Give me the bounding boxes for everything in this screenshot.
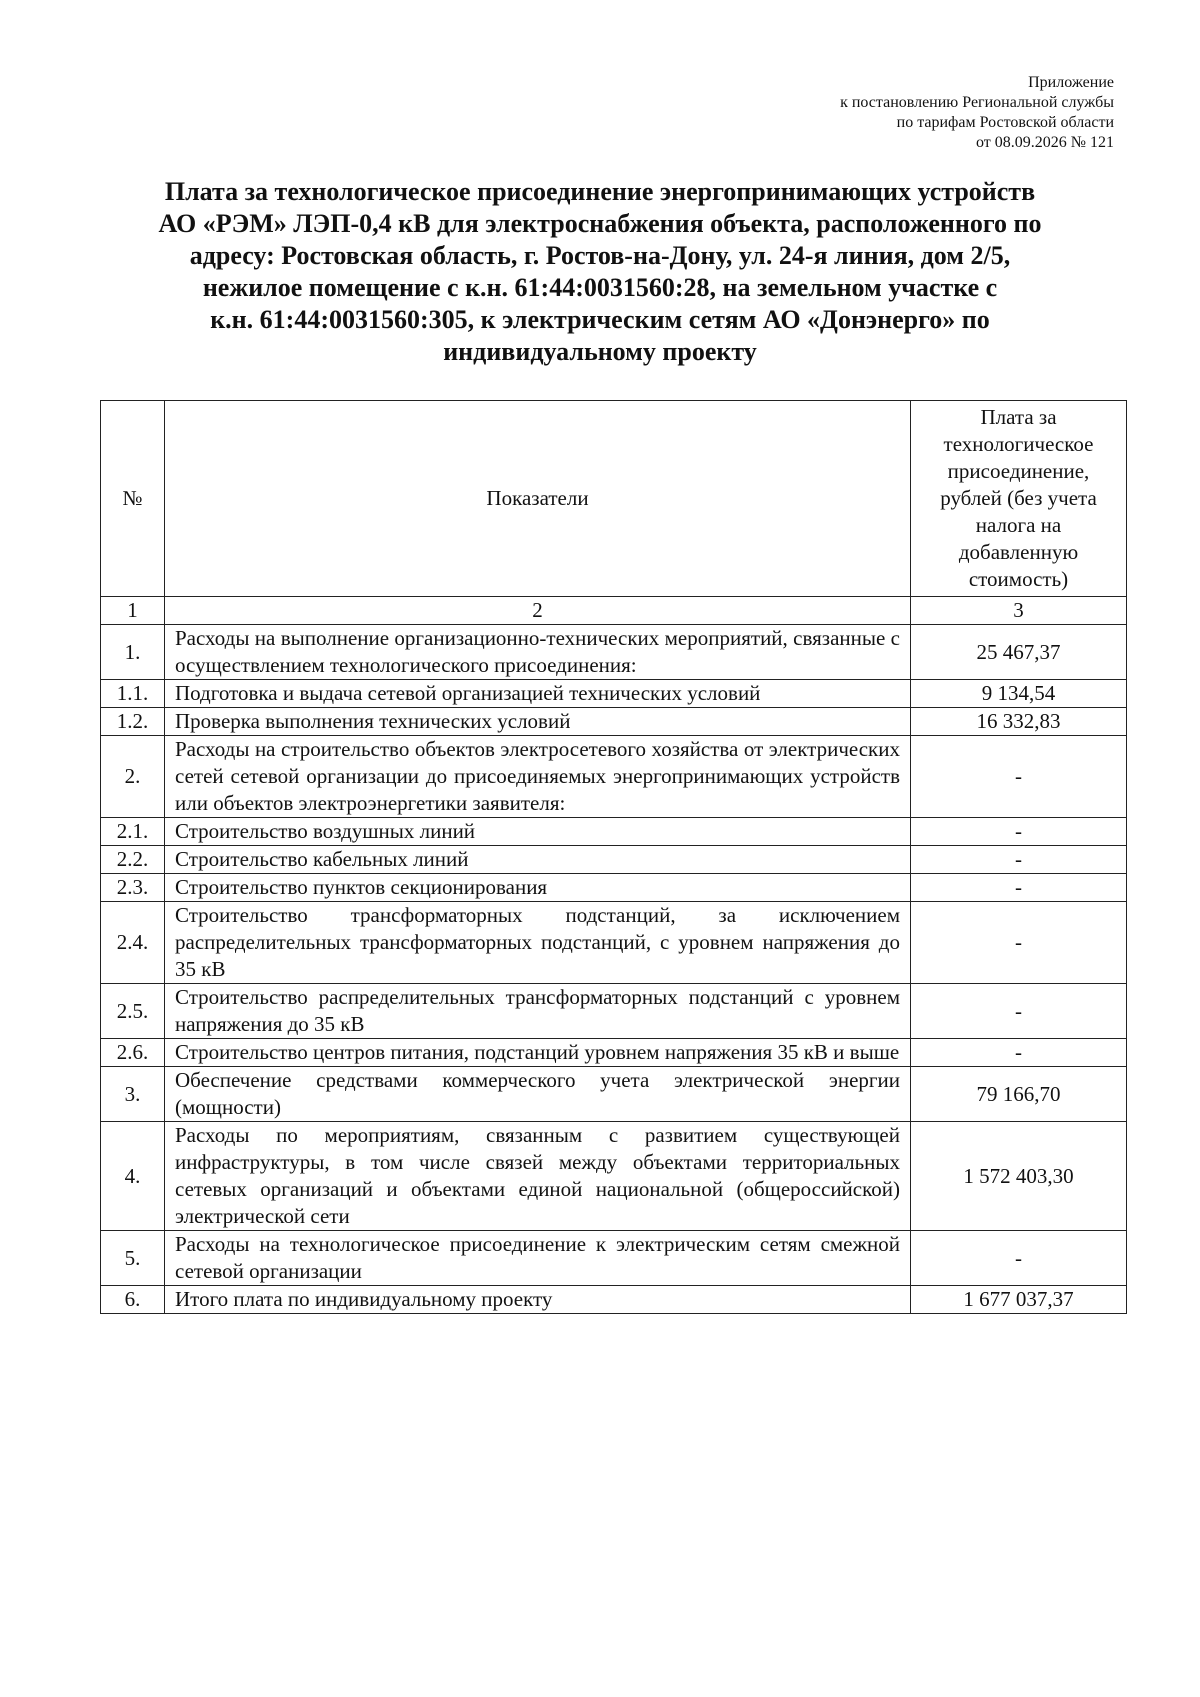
row-indicator: Расходы на технологическое присоединение к электрическим сетям смежной сетевой организации [165, 1231, 911, 1286]
row-number: 2.3. [101, 874, 165, 902]
header-fee-line: добавленную [958, 540, 1079, 564]
table-row [101, 1286, 1127, 1314]
header-fee-line: Плата за [980, 405, 1057, 429]
title-line: индивидуальному проекту [443, 337, 757, 366]
header-fee-line: рублей (без учета [940, 486, 1097, 510]
table-header-row [101, 401, 1127, 597]
row-value: - [911, 736, 1127, 818]
row-indicator: Строительство воздушных линий [165, 818, 911, 846]
row-value: - [911, 846, 1127, 874]
row-number: 6. [101, 1286, 165, 1314]
column-number: 1 [101, 597, 165, 625]
row-value: - [911, 874, 1127, 902]
row-indicator: Строительство кабельных линий [165, 846, 911, 874]
row-indicator: Обеспечение средствами коммерческого учета электрической энергии (мощности) [165, 1067, 911, 1122]
header-fee-line: присоединение, [947, 459, 1090, 483]
row-value: - [911, 818, 1127, 846]
row-number: 2.1. [101, 818, 165, 846]
table-row [101, 818, 1127, 846]
table-row [101, 874, 1127, 902]
row-indicator: Подготовка и выдача сетевой организацией технических условий [165, 680, 911, 708]
table-row [101, 902, 1127, 984]
header-fee-line: технологическое [943, 432, 1094, 456]
row-number: 2.4. [101, 902, 165, 984]
row-value: - [911, 902, 1127, 984]
title-line: к.н. 61:44:0031560:305, к электрическим сетям АО «Донэнерго» по [210, 305, 990, 334]
title-line: Плата за технологическое присоединение энергопринимающих устройств [164, 177, 1036, 206]
row-value: 25 467,37 [911, 625, 1127, 680]
row-value: 79 166,70 [911, 1067, 1127, 1122]
row-indicator: Строительство пунктов секционирования [165, 874, 911, 902]
table-row [101, 680, 1127, 708]
title-line: нежилое помещение с к.н. 61:44:0031560:28, на земельном участке с [202, 273, 998, 302]
row-value: - [911, 1039, 1127, 1067]
row-value: - [911, 984, 1127, 1039]
title-line: АО «РЭМ» ЛЭП-0,4 кВ для электроснабжения объекта, расположенного по [158, 209, 1042, 238]
title-line: адресу: Ростовская область, г. Ростов-на-Дону, ул. 24-я линия, дом 2/5, [189, 241, 1011, 270]
row-indicator: Расходы на строительство объектов электросетевого хозяйства от электрических сетей сетевой организации до присоединяемых энергопринимающих устройств или объектов электроэнергетики заявителя: [165, 736, 911, 818]
row-indicator: Строительство распределительных трансформаторных подстанций с уровнем напряжения до 35 кВ [165, 984, 911, 1039]
table-row [101, 736, 1127, 818]
column-number-row [101, 597, 1127, 625]
appendix-line: по тарифам Ростовской области [896, 114, 1114, 131]
row-value: 9 134,54 [911, 680, 1127, 708]
row-indicator: Расходы по мероприятиям, связанным с развитием существующей инфраструктуры, в том числе связей между объектами территориальных сетевых организаций и объектами единой национальной (общероссийской) электрической сети [165, 1122, 911, 1231]
row-number: 3. [101, 1067, 165, 1122]
row-value: - [911, 1231, 1127, 1286]
row-value: 1 677 037,37 [911, 1286, 1127, 1314]
row-number: 2. [101, 736, 165, 818]
row-number: 2.2. [101, 846, 165, 874]
row-number: 2.5. [101, 984, 165, 1039]
row-indicator: Расходы на выполнение организационно-технических мероприятий, связанные с осуществлением технологического присоединения: [165, 625, 911, 680]
row-number: 1.2. [101, 708, 165, 736]
row-indicator: Строительство трансформаторных подстанций, за исключением распределительных трансформаторных подстанций, с уровнем напряжения до 35 кВ [165, 902, 911, 984]
row-number: 5. [101, 1231, 165, 1286]
table-row [101, 1039, 1127, 1067]
row-number: 1. [101, 625, 165, 680]
table-row [101, 1122, 1127, 1231]
row-indicator: Строительство центров питания, подстанций уровнем напряжения 35 кВ и выше [165, 1039, 911, 1067]
appendix-line: Приложение [1028, 74, 1114, 91]
row-indicator: Проверка выполнения технических условий [165, 708, 911, 736]
header-num: № [101, 401, 165, 597]
fee-table [100, 400, 1127, 1314]
table-row [101, 1067, 1127, 1122]
appendix-header [840, 73, 1114, 153]
appendix-date-line: от 08.09.2026 № 121 [975, 134, 1114, 151]
row-number: 1.1. [101, 680, 165, 708]
table-row [101, 708, 1127, 736]
row-value: 16 332,83 [911, 708, 1127, 736]
row-number: 2.6. [101, 1039, 165, 1067]
table-row [101, 984, 1127, 1039]
column-number: 3 [911, 597, 1127, 625]
header-indicator: Показатели [165, 401, 911, 597]
table-row [101, 846, 1127, 874]
header-fee-line: налога на [975, 513, 1062, 537]
row-indicator: Итого плата по индивидуальному проекту [165, 1286, 911, 1314]
row-value: 1 572 403,30 [911, 1122, 1127, 1231]
table-row [101, 625, 1127, 680]
header-fee-line: стоимость) [968, 567, 1069, 591]
table-row [101, 1231, 1127, 1286]
appendix-line: к постановлению Региональной службы [840, 94, 1114, 111]
document-title [100, 176, 1100, 368]
column-number: 2 [165, 597, 911, 625]
row-number: 4. [101, 1122, 165, 1231]
header-fee [911, 401, 1127, 597]
